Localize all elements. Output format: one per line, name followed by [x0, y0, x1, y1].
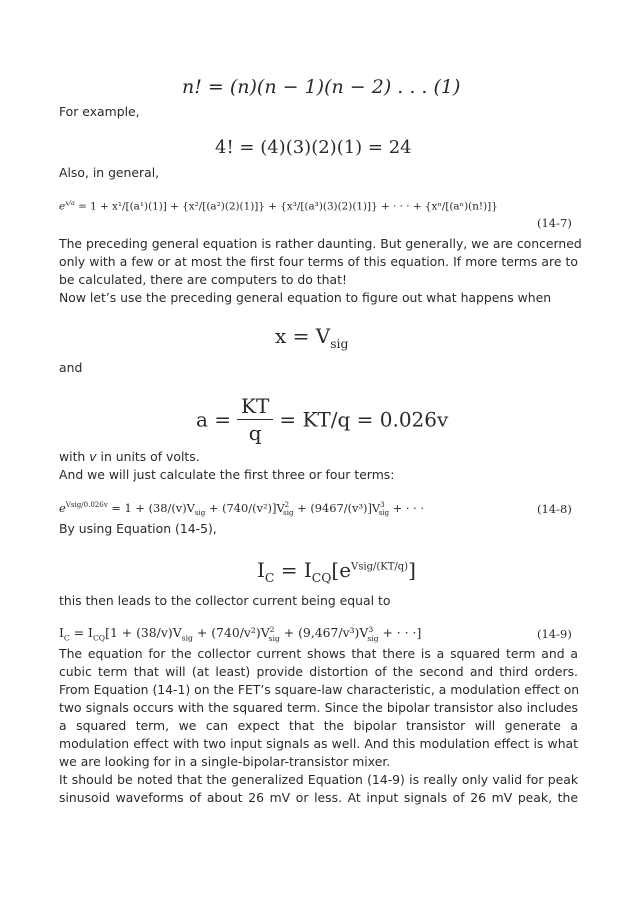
- fraction-numerator: KT: [237, 393, 273, 420]
- text-by-using-equation: By using Equation (14-5),: [59, 521, 217, 536]
- paragraph-collector-current: The equation for the collector current shows that there is a squared term and a cubic term that will (at least) provide distortion of the second and third orders. From Equation (14-1) on the FET’s square-law characteristic, a modulation effect on two signals occurs with the squared term. Since the bipolar transistor also includes a squared term, we can expect that the bipolar transistor will generate a modulation effect with two input signals as well. And this modulation effect is what we are looking for in a single-bipolar-transistor mixer.: [59, 646, 580, 769]
- equation-number-14-8: (14-8): [537, 502, 572, 516]
- equation-four-factorial: 4! = (4)(3)(2)(1) = 24: [215, 137, 412, 158]
- text-now-lets-use: Now let’s use the preceding general equation to figure out what happens when: [59, 290, 552, 305]
- equation-number-14-7: (14-7): [537, 216, 572, 230]
- equation-14-8: $e^{Vsig/0.026v} = 1 + (38/(v)V_{sig} + (740/(v^2)]V^2_{sig} + (9467/(v^3)]V^3_{sig}$ + · · ·: [59, 500, 424, 518]
- text-and: and: [59, 360, 83, 375]
- equation-14-9: $I_C = I_{CQ}[1 + (38/v)V_{sig} + (740/v^2)V^2_{sig} + (9,467/v^3)V^3_{sig}$ + · · ·]: [59, 625, 422, 643]
- equation-x-vsig: $x = V_{sig}$: [275, 324, 349, 351]
- equation-number-14-9: (14-9): [537, 627, 572, 641]
- text-for-example: For example,: [59, 104, 140, 119]
- paragraph-daunting: The preceding general equation is rather daunting. But generally, we are concerned only with a few or at most the first four terms of this equation. If more terms are to be calculated, there are computers to do that!: [59, 236, 582, 287]
- equation-a-kt-over-q: a = $\frac{KT}{q}$ = KT/q = 0.026v: [196, 394, 449, 445]
- text-leads-to-collector: this then leads to the collector current being equal to: [59, 593, 391, 608]
- equation-ic-exponential: $I_C = I_{CQ}[e^{Vsig/(KT/q)}]$: [257, 558, 416, 585]
- equation-factorial: n! = (n)(n − 1)(n − 2) . . . (1): [182, 76, 461, 98]
- text-also-in-general: Also, in general,: [59, 165, 160, 180]
- equation-14-7: $e^{x/a} = 1 + x^1/[(a^1)(1)] + \{x^2/[(a^2)(2)(1)]\} + \{x^3/[(a^3)(3)(2)(1)]\}$ + · · · + {xⁿ/[(aⁿ)(n!)]}: [59, 199, 498, 213]
- text-with-v-volts: with v in units of volts.: [59, 449, 200, 464]
- text-calculate-terms: And we will just calculate the first three or four terms:: [59, 467, 395, 482]
- fraction-denominator: q: [248, 421, 262, 445]
- paragraph-generalized-equation: It should be noted that the generalized Equation (14-9) is really only valid for peak sinusoid waveforms of about 26 mV or less. At input signals of 26 mV peak, the: [59, 772, 578, 805]
